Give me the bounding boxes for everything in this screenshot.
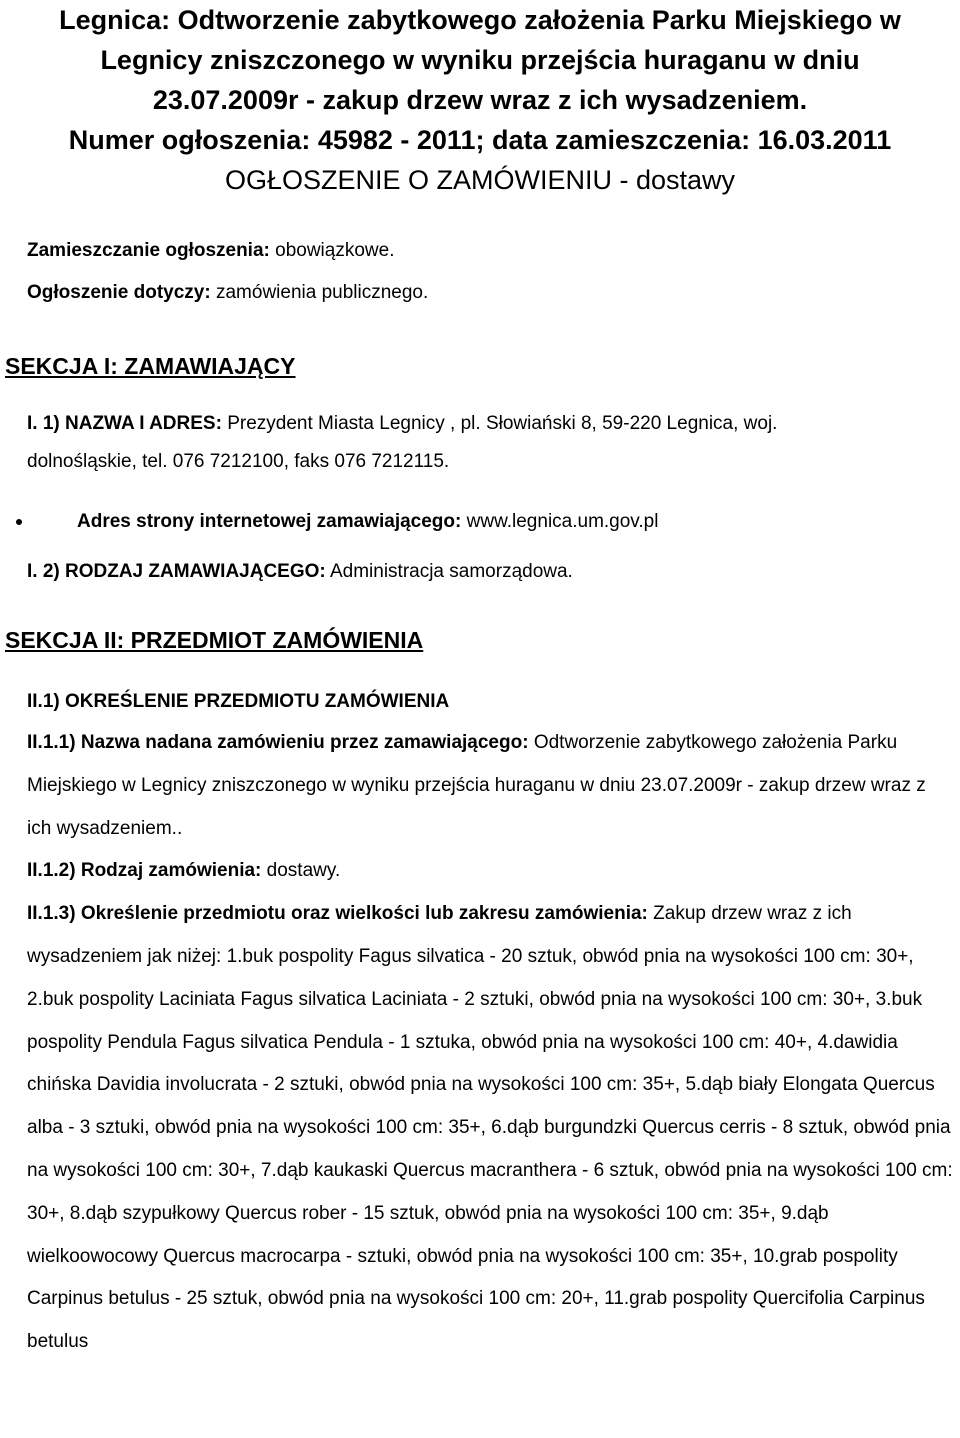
order-name-value: Odtworzenie zabytkowego założenia Parku Miejskiego w Legnicy zniszczonego w wyniku przejścia huraganu w dniu 23.07.2009r - zakup drzew wraz z ich wysadzeniem..	[27, 732, 926, 839]
concerns-label: Ogłoszenie dotyczy:	[27, 282, 211, 303]
title-line-4: Numer ogłoszenia: 45982 - 2011; data zamieszczenia: 16.03.2011	[68, 125, 892, 155]
contracting-type-label: I. 2) RODZAJ ZAMAWIAJĄCEGO:	[27, 561, 326, 582]
intro-block	[0, 240, 960, 304]
contracting-type-value: Administracja samorządowa.	[325, 561, 573, 582]
name-address-line2: dolnośląskie, tel. 076 7212100, faks 076 7212115.	[27, 451, 450, 472]
section-1	[0, 352, 960, 586]
bullet-icon	[16, 519, 22, 525]
contracting-type	[0, 558, 960, 586]
order-name-paragraph	[0, 722, 960, 850]
website-link[interactable]: www.legnica.um.gov.pl	[461, 511, 659, 532]
website-label: Adres strony internetowej zamawiającego:	[77, 511, 462, 532]
order-scope-paragraph	[0, 893, 960, 1364]
name-address-label: I. 1) NAZWA I ADRES:	[27, 413, 222, 434]
contracting-name-address	[0, 410, 960, 438]
concerns-row	[0, 282, 960, 304]
mandatory-label: Zamieszczanie ogłoszenia:	[27, 240, 270, 261]
name-address-line1: Prezydent Miasta Legnicy , pl. Słowiański 8, 59-220 Legnica, woj.	[221, 413, 778, 434]
concerns-value: zamówienia publicznego.	[210, 282, 429, 303]
document-header	[0, 0, 960, 200]
order-scope-label: II.1.3) Określenie przedmiotu oraz wielkości lub zakresu zamówienia:	[27, 903, 648, 925]
mandatory-row	[0, 240, 960, 262]
subject-subheading: II.1) OKREŚLENIE PRZEDMIOTU ZAMÓWIENIA	[27, 691, 450, 712]
name-address-line2-row	[0, 448, 960, 476]
order-kind-label: II.1.2) Rodzaj zamówienia:	[27, 860, 262, 882]
order-scope-value: Zakup drzew wraz z ich wysadzeniem jak niżej: 1.buk pospolity Fagus silvatica - 20 sztuk, obwód pnia na wysokości 100 cm: 30+, 2.buk pospolity Laciniata Fagus silvatica Laciniata - 2 sztuki, obwód pnia na wysokości 100 cm: 30+, 3.buk pospolity Pendula Fagus silvatica Pendula - 1 sztuka, obwód pnia na wysokości 100 cm: 40+, 4.dawidia chińska Davidia involucrata - 2 sztuki, obwód pnia na wysokości 100 cm: 35+, 5.dąb biały Elongata Quercus alba - 3 sztuki, obwód pnia na wysokości 100 cm: 35+, 6.dąb burgundzki Quercus cerris - 8 sztuk, obwód pnia na wysokości 100 cm: 30+, 7.dąb kaukaski Quercus macranthera - 6 sztuk, obwód pnia na wysokości 100 cm: 30+, 8.dąb szypułkowy Quercus rober - 15 sztuk, obwód pnia na wysokości 100 cm: 35+, 9.dąb wielkoowocowy Quercus macrocarpa - sztuki, obwód pnia na wysokości 100 cm: 35+, 10.grab pospolity Carpinus betulus - 25 sztuk, obwód pnia na wysokości 100 cm: 20+, 11.grab pospolity Quercifolia Carpinus betulus	[27, 903, 953, 1353]
mandatory-value: obowiązkowe.	[269, 240, 395, 261]
title-line-3: 23.07.2009r - zakup drzew wraz z ich wysadzeniem.	[152, 85, 808, 115]
order-kind-paragraph	[0, 850, 960, 893]
order-name-label: II.1.1) Nazwa nadana zamówieniu przez zamawiającego:	[27, 732, 529, 753]
order-kind-value: dostawy.	[261, 860, 341, 882]
website-bullet-item	[0, 508, 960, 536]
title-line-1: Legnica: Odtworzenie zabytkowego założenia Parku Miejskiego w	[59, 5, 901, 35]
section-2-heading: SEKCJA II: PRZEDMIOT ZAMÓWIENIA	[5, 627, 424, 653]
section-2	[0, 626, 960, 1364]
title-line-2: Legnicy zniszczonego w wyniku przejścia huraganu w dniu	[100, 45, 860, 75]
notice-subtitle: OGŁOSZENIE O ZAMÓWIENIU - dostawy	[224, 165, 736, 195]
section-1-heading: SEKCJA I: ZAMAWIAJĄCY	[5, 353, 296, 379]
